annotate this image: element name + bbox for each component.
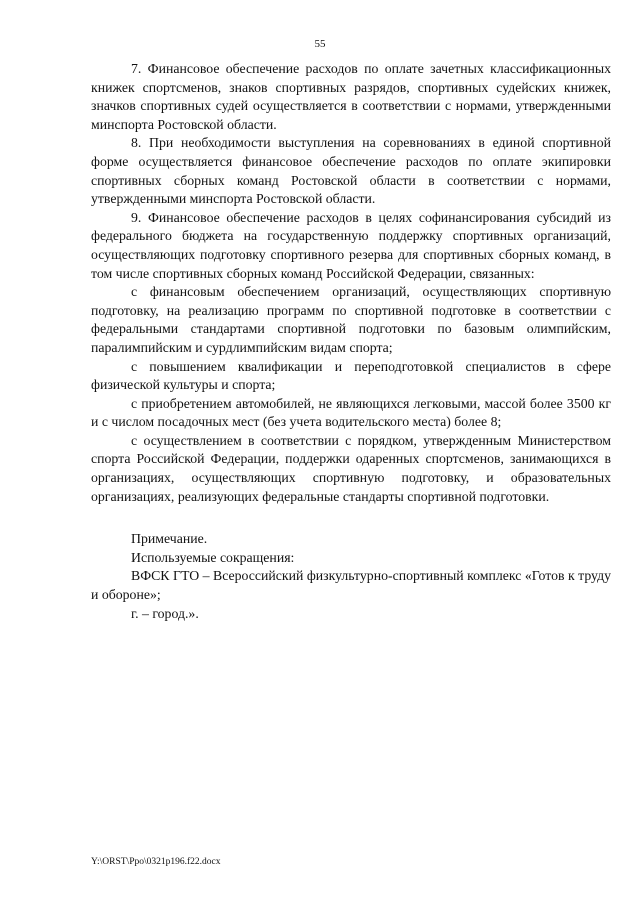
paragraph-9: 9. Финансовое обеспечение расходов в целях софинансирования субсидий из федерального бюджета на государственную поддержку спортивных организаций, осуществляющих подготовку спортивного резерва для спортивных сборных команд, в том числе спортивных сборных команд Российской Федерации, связанных: <box>91 209 611 281</box>
list-item-vehicles: с приобретением автомобилей, не являющихся легковыми, массой более 3500 кг и с числом посадочных мест (без учета водительского места) более 8; <box>91 395 611 430</box>
paragraph-7: 7. Финансовое обеспечение расходов по оплате зачетных классификационных книжек спортсменов, знаков спортивных разрядов, спортивных судейских книжек, значков спортивных судей осуществляется в соответствии с нормами, утвержденными минспорта Ростовской области. <box>91 61 611 132</box>
list-item-gifted-athletes: с осуществлением в соответствии с порядком, утвержденным Министерством спорта Российской Федерации, поддержки одаренных спортсменов, занимающихся в организациях, осуществляющих спортивную подготовку, и образовательных организациях, реализующих федеральные стандарты спортивной подготовки. <box>91 432 611 504</box>
list-item-financing-organizations: с финансовым обеспечением организаций, осуществляющих спортивную подготовку, на реализацию программ по спортивной подготовке в соответствии с федеральными стандартами спортивной подготовки по базовым олимпийским, паралимпийским и сурдлимпийским видам спорта; <box>91 284 611 355</box>
section-spacer <box>91 506 611 530</box>
abbreviation-vfsk-gto: ВФСК ГТО – Всероссийский физкультурно-спортивный комплекс «Готов к труду и обороне»; <box>91 568 611 603</box>
list-item-qualification: с повышением квалификации и переподготовкой специалистов в сфере физической культуры и спорта; <box>91 358 611 393</box>
document-body <box>91 60 611 623</box>
paragraph-8: 8. При необходимости выступления на соревнованиях в единой спортивной форме осуществляется финансовое обеспечение расходов по оплате экипировки спортивных сборных команд Ростовской области в соответствии с нормами, утвержденными минспорта Ростовской области. <box>91 135 611 207</box>
page-number: 55 <box>314 38 326 50</box>
abbreviation-city: г. – город.». <box>131 605 199 621</box>
footer-file-path: Y:\ORST\Ppo\0321p196.f22.docx <box>91 857 221 867</box>
note-title: Примечание. <box>131 531 208 547</box>
abbreviations-heading: Используемые сокращения: <box>131 549 295 565</box>
